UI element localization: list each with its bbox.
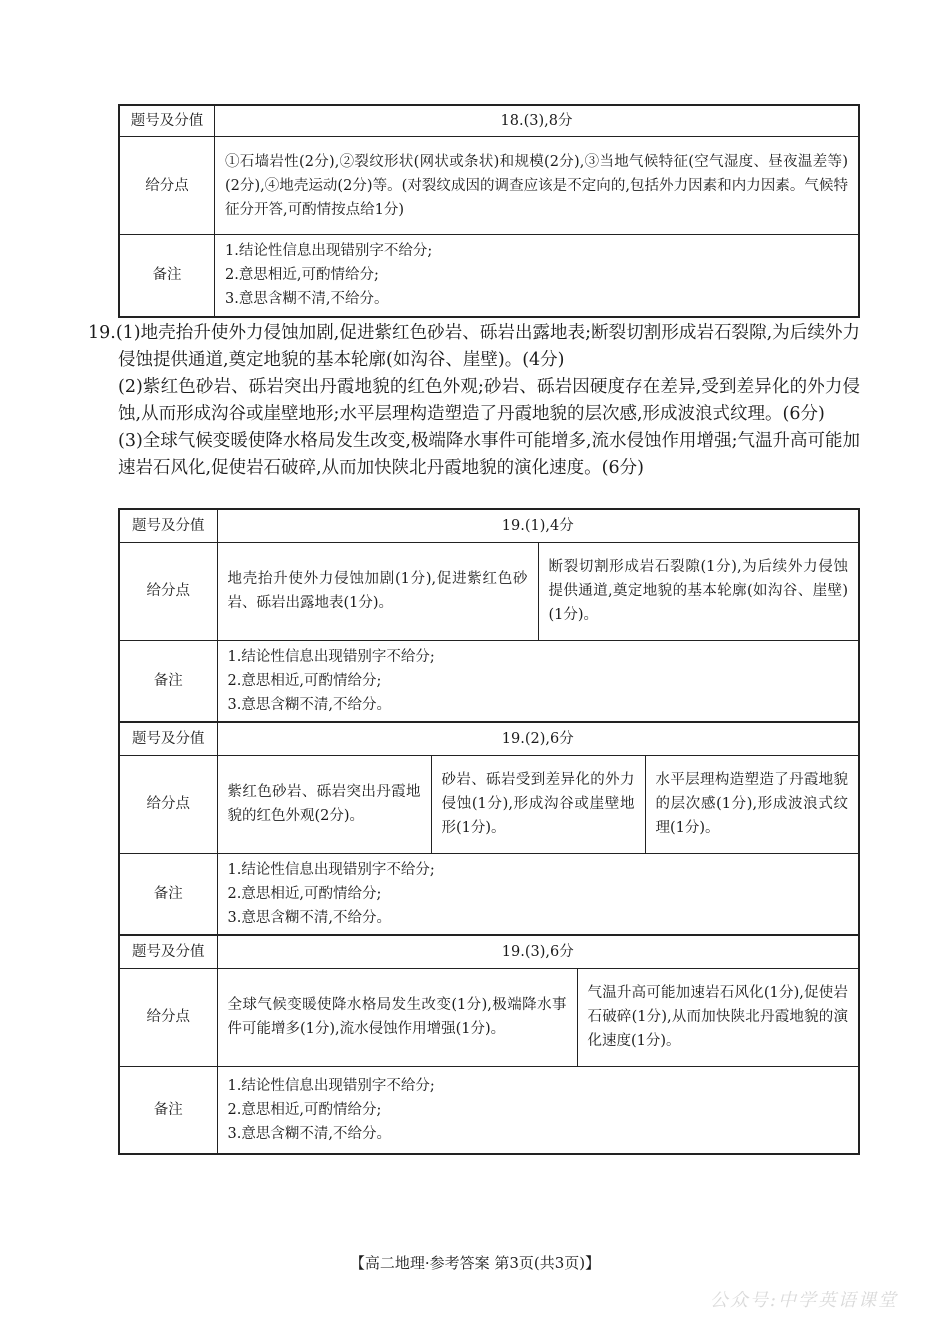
watermark: 公众号:中学英语课堂	[709, 1290, 898, 1311]
note-line: 1.结论性信息出现错别字不给分;	[227, 648, 435, 665]
note-line: 1.结论性信息出现错别字不给分;	[225, 243, 433, 260]
point-cell: 地壳抬升使外力侵蚀加剧(1分),促进紫红色砂岩、砾岩出露地表(1分)。	[217, 542, 538, 640]
question-title: 19.(1),4分	[217, 509, 859, 542]
note-line: 2.意思相近,可酌情给分;	[227, 1101, 382, 1118]
label-points: 给分点	[119, 755, 217, 853]
label-title: 题号及分值	[119, 935, 217, 968]
label-title: 题号及分值	[119, 509, 217, 542]
note-line: 3.意思含糊不清,不给分。	[227, 696, 391, 713]
notes-cell	[217, 640, 859, 722]
label-notes: 备注	[119, 853, 217, 935]
label-notes: 备注	[119, 640, 217, 722]
table-19-2	[118, 721, 860, 936]
note-line: 1.结论性信息出现错别字不给分;	[227, 1077, 435, 1094]
answer-19-part1: 19.(1)地壳抬升使外力侵蚀加剧,促进紫红色砂岩、砾岩出露地表;断裂切割形成岩石裂隙,为后续外力侵蚀提供通道,奠定地貌的基本轮廓(如沟谷、崖壁)。(4分)	[88, 323, 860, 370]
label-points: 给分点	[119, 968, 217, 1066]
point-cell: 气温升高可能加速岩石风化(1分),促使岩石破碎(1分),从而加快陕北丹霞地貌的演化速度(1分)。	[577, 968, 859, 1066]
label-title: 题号及分值	[119, 105, 215, 137]
label-title: 题号及分值	[119, 722, 217, 755]
note-line: 3.意思含糊不清,不给分。	[227, 1125, 391, 1142]
page-footer: 【高二地理·参考答案 第3页(共3页)】	[349, 1254, 601, 1272]
notes-cell	[215, 235, 860, 317]
label-points: 给分点	[119, 137, 215, 235]
table-19-3	[118, 934, 860, 1155]
label-points: 给分点	[119, 542, 217, 640]
answer-19-part3: (3)全球气候变暖使降水格局发生改变,极端降水事件可能增多,流水侵蚀作用增强;气温升高可能加速岩石风化,促使岩石破碎,从而加快陕北丹霞地貌的演化速度。(6分)	[118, 431, 860, 478]
answer-19-part2: (2)紫红色砂岩、砾岩突出丹霞地貌的红色外观;砂岩、砾岩因硬度存在差异,受到差异化的外力侵蚀,从而形成沟谷或崖壁地形;水平层理构造塑造了丹霞地貌的层次感,形成波浪式纹理。(6分)	[118, 377, 860, 424]
note-line: 2.意思相近,可酌情给分;	[227, 885, 382, 902]
question-title: 19.(3),6分	[217, 935, 859, 968]
point-cell: 紫红色砂岩、砾岩突出丹霞地貌的红色外观(2分)。	[217, 755, 431, 853]
note-line: 1.结论性信息出现错别字不给分;	[227, 861, 435, 878]
question-title: 19.(2),6分	[217, 722, 859, 755]
note-line: 2.意思相近,可酌情给分;	[227, 672, 382, 689]
points-text: ①石墙岩性(2分),②裂纹形状(网状或条状)和规模(2分),③当地气候特征(空气湿度、昼夜温差等)(2分),④地壳运动(2分)等。(对裂纹成因的调查应该是不定向的,包括外力因素和内力因素。气候特征分开答,可酌情按点给1分)	[215, 137, 860, 235]
table-19-1	[118, 508, 860, 723]
note-line: 2.意思相近,可酌情给分;	[225, 267, 379, 284]
point-cell: 断裂切割形成岩石裂隙(1分),为后续外力侵蚀提供通道,奠定地貌的基本轮廓(如沟谷、崖壁)(1分)。	[538, 542, 859, 640]
notes-cell	[217, 1066, 859, 1154]
label-notes: 备注	[119, 235, 215, 317]
note-line: 3.意思含糊不清,不给分。	[227, 909, 391, 926]
point-cell: 全球气候变暖使降水格局发生改变(1分),极端降水事件可能增多(1分),流水侵蚀作用增强(1分)。	[217, 968, 577, 1066]
point-cell: 砂岩、砾岩受到差异化的外力侵蚀(1分),形成沟谷或崖壁地形(1分)。	[431, 755, 645, 853]
question-title: 18.(3),8分	[215, 105, 860, 137]
notes-cell	[217, 853, 859, 935]
answer-19	[88, 320, 860, 482]
table-18	[118, 104, 860, 318]
note-line: 3.意思含糊不清,不给分。	[225, 291, 389, 308]
label-notes: 备注	[119, 1066, 217, 1154]
point-cell: 水平层理构造塑造了丹霞地貌的层次感(1分),形成波浪式纹理(1分)。	[645, 755, 859, 853]
